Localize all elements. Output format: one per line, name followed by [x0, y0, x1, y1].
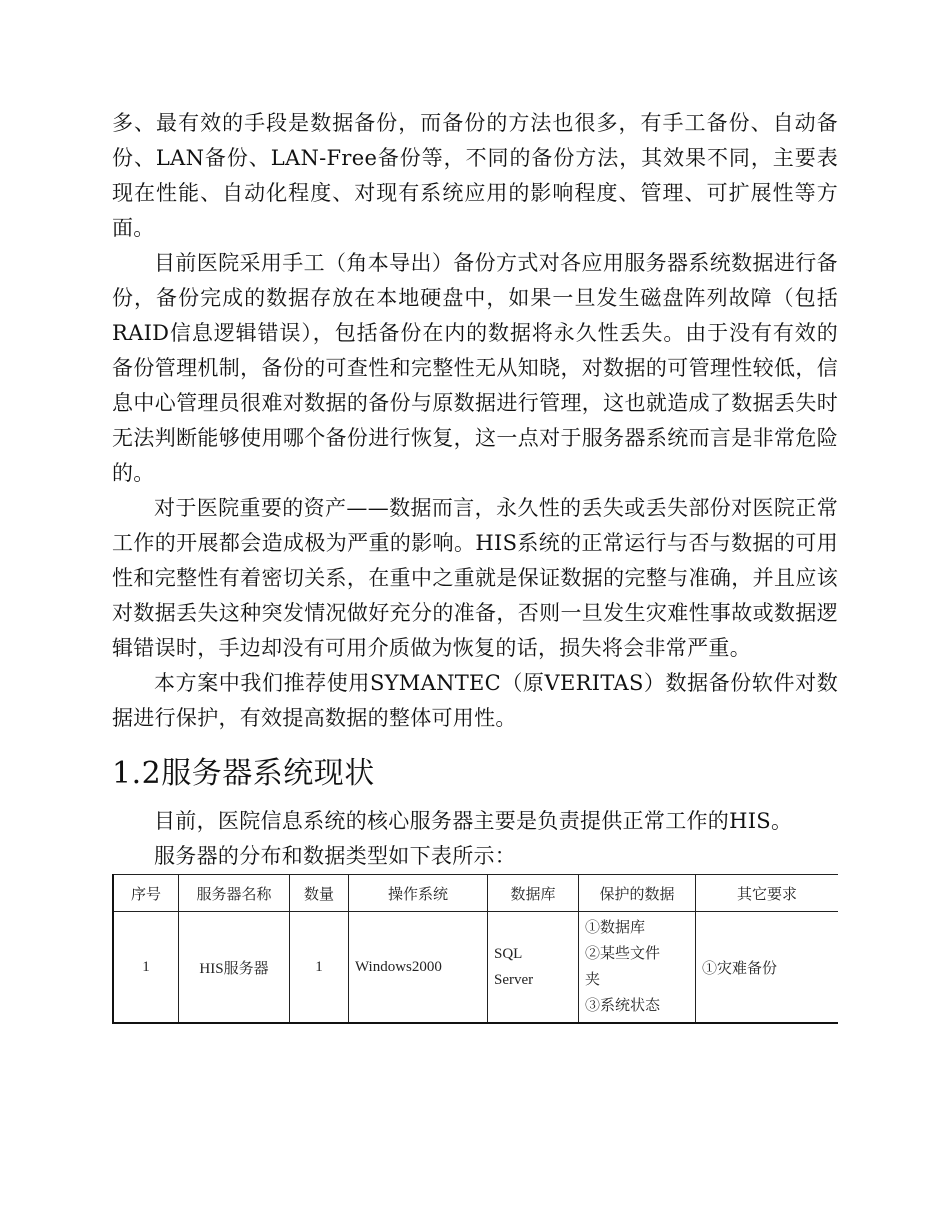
protected-item: ①数据库 — [585, 920, 646, 936]
cell-protected-data — [579, 912, 696, 1024]
cell-no: 1 — [113, 912, 179, 1024]
header-database: 数据库 — [488, 875, 579, 912]
body-paragraph-1: 多、最有效的手段是数据备份，而备份的方法也很多，有手工备份、自动备份、LAN备份、LAN-Free备份等，不同的备份方法，其效果不同，主要表现在性能、自动化程度、对现有系统应用的影响程度、管理、可扩展性等方面。 — [112, 111, 838, 240]
section-paragraph-1: 目前，医院信息系统的核心服务器主要是负责提供正常工作的HIS。 — [154, 809, 793, 833]
section-paragraph-2: 服务器的分布和数据类型如下表所示： — [154, 844, 517, 868]
header-other-requirements: 其它要求 — [696, 875, 839, 912]
table-row — [113, 912, 838, 1024]
cell-count: 1 — [290, 912, 349, 1024]
header-server-name: 服务器名称 — [179, 875, 290, 912]
cell-other-requirements: ①灾难备份 — [696, 912, 839, 1024]
cell-database-line-2: Server — [494, 972, 534, 988]
header-count: 数量 — [290, 875, 349, 912]
protected-item: ②某些文件 — [585, 946, 661, 962]
header-no: 序号 — [113, 875, 179, 912]
protected-item: 夹 — [585, 972, 601, 988]
section-heading: 1.2服务器系统现状 — [112, 756, 375, 791]
document-page — [112, 106, 838, 1024]
header-os: 操作系统 — [349, 875, 488, 912]
cell-os: Windows2000 — [349, 912, 488, 1024]
header-protected-data: 保护的数据 — [579, 875, 696, 912]
protected-item: ③系统状态 — [585, 998, 661, 1014]
body-paragraph-4: 本方案中我们推荐使用SYMANTEC（原VERITAS）数据备份软件对数据进行保护，有效提高数据的整体可用性。 — [112, 671, 838, 730]
body-paragraph-2: 目前医院采用手工（角本导出）备份方式对各应用服务器系统数据进行备份，备份完成的数据存放在本地硬盘中，如果一旦发生磁盘阵列故障（包括RAID信息逻辑错误），包括备份在内的数据将永久性丢失。由于没有有效的备份管理机制，备份的可查性和完整性无从知晓，对数据的可管理性较低，信息中心管理员很难对数据的备份与原数据进行管理，这也就造成了数据丢失时无法判断能够使用哪个备份进行恢复，这一点对于服务器系统而言是非常危险的。 — [112, 251, 838, 485]
cell-server-name: HIS服务器 — [179, 912, 290, 1024]
server-table — [112, 874, 838, 1024]
cell-database — [488, 912, 579, 1024]
body-paragraph-3: 对于医院重要的资产——数据而言，永久性的丢失或丢失部份对医院正常工作的开展都会造成极为严重的影响。HIS系统的正常运行与否与数据的可用性和完整性有着密切关系，在重中之重就是保证数据的完整与准确，并且应该对数据丢失这种突发情况做好充分的准备，否则一旦发生灾难性事故或数据逻辑错误时，手边却没有可用介质做为恢复的话，损失将会非常严重。 — [112, 496, 838, 660]
table-header-row — [113, 875, 838, 912]
cell-database-line-1: SQL — [494, 946, 523, 962]
